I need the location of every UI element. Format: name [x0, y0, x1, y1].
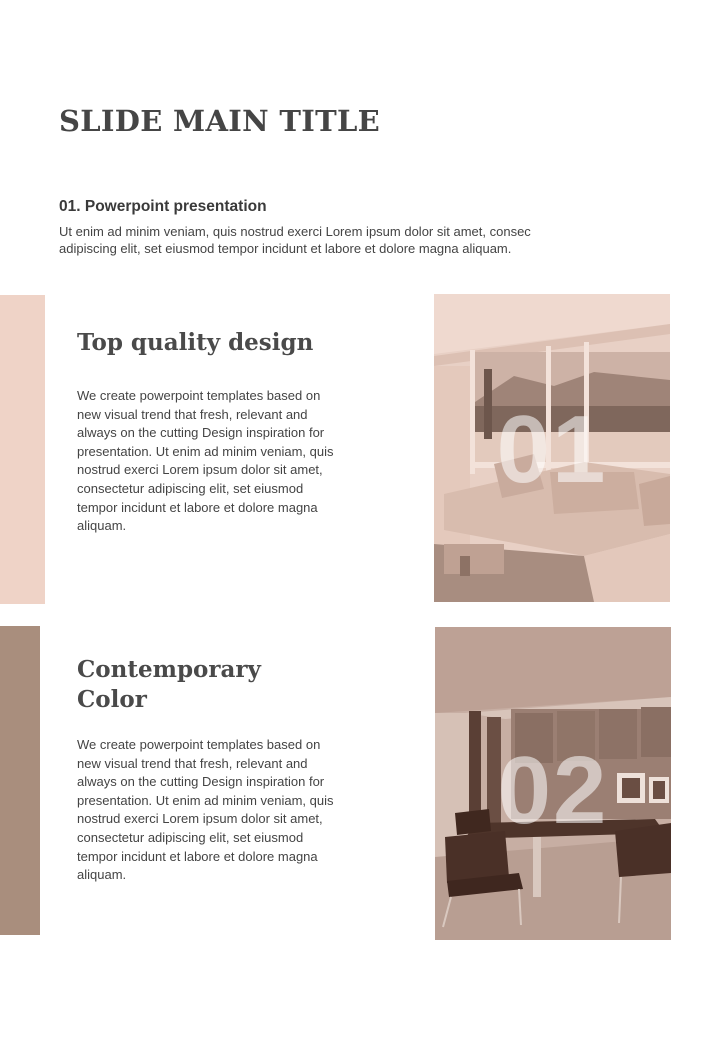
accent-band-light [0, 295, 45, 604]
intro-paragraph [59, 223, 599, 257]
section-2-heading [77, 655, 317, 715]
section-2-heading-line-1: Contemporary [77, 656, 261, 683]
intro-line-2: adipiscing elit, set eiusmod tempor incidunt et labore et dolore magna aliquam. [59, 241, 512, 256]
section-2-body: We create powerpoint templates based on new visual trend that fresh, relevant and always on the cutting Design inspiration for presentation. Ut enim ad minim veniam, quis nostrud exerci Lorem ipsum dolor sit amet, consectetur adipiscing elit, set eiusmod tempor incidunt et labore et dolore magna aliquam. [77, 737, 334, 883]
section-2-number: 02 [497, 737, 609, 844]
section-1-body: We create powerpoint templates based on new visual trend that fresh, relevant and always on the cutting Design inspiration for presentation. Ut enim ad minim veniam, quis nostrud exerci Lorem ipsum dolor sit amet, consectetur adipiscing elit, set eiusmod tempor incidunt et labore et dolore magna aliquam. [77, 388, 334, 534]
section-1-number: 01 [496, 396, 608, 503]
intro-line-1: Ut enim ad minim veniam, quis nostrud exerci Lorem ipsum dolor sit amet, consec [59, 224, 531, 239]
accent-band-dark [0, 626, 40, 935]
slide-subtitle: 01. Powerpoint presentation [59, 198, 267, 215]
section-1-heading: Top quality design [77, 329, 314, 356]
slide-title: SLIDE MAIN TITLE [59, 104, 381, 138]
section-2-heading-line-2: Color [77, 686, 147, 713]
